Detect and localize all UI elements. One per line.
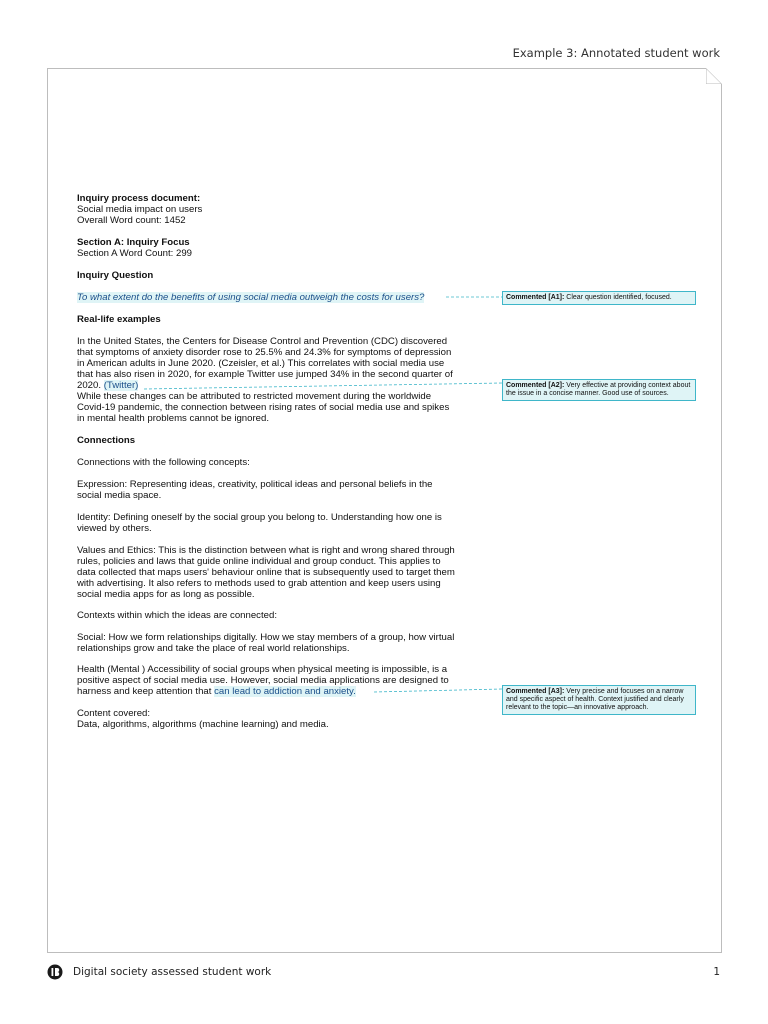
identity-paragraph: Identity: Defining oneself by the social group you belong to. Understanding how one is viewed by others. <box>77 512 442 534</box>
inquiry-doc-title: Inquiry process document: <box>77 193 201 204</box>
inquiry-question-heading: Inquiry Question <box>77 270 154 281</box>
comment-a1[interactable]: Commented [A1]: Clear question identified, focused. <box>502 291 696 305</box>
running-header: Example 3: Annotated student work <box>512 46 720 60</box>
inquiry-topic: Social media impact on users <box>77 204 203 215</box>
section-a-title: Section A: Inquiry Focus <box>77 237 190 248</box>
document-page <box>47 68 722 953</box>
real-life-paragraph: In the United States, the Centers for Disease Control and Prevention (CDC) discovered that symptoms of anxiety disorder rose to 25.5% and 24.3% for symptoms of depression in American adults in June 2020. (Czeisler, et al.) This correlates with social media use that has also risen in 2020, for example Twitter use jumped 34% in the second quarter of 2020. (Twitter) While these changes can be attributed to restricted movement during the worldwide Covid-19 pandemic, the connection between rising rates of social media use and spikes in mental health problems cannot be ignored. <box>77 336 453 424</box>
inquiry-question-text: To what extent do the benefits of using social media outweigh the costs for users? <box>77 292 425 303</box>
real-life-heading: Real-life examples <box>77 314 161 325</box>
addiction-highlight: can lead to addiction and anxiety. <box>214 686 356 697</box>
comment-a3[interactable]: Commented [A3]: Very precise and focuses on a narrow and specific aspect of health. Context justified and clearly relevant to the topic—an innovative approach. <box>502 685 696 715</box>
twitter-citation: (Twitter) <box>103 380 139 391</box>
health-paragraph: Health (Mental ) Accessibility of social groups when physical meeting is impossible, is a positive aspect of social media use. However, social media applications are designed to harness and keep attention that can lead to addiction and anxiety. <box>77 664 449 697</box>
comment-a2[interactable]: Commented [A2]: Very effective at providing context about the issue in a concise manner. Good use of sources. <box>502 379 696 401</box>
content-covered: Content covered: Data, algorithms, algorithms (machine learning) and media. <box>77 708 329 730</box>
social-paragraph: Social: How we form relationships digitally. How we stay members of a group, how virtual relationships grow and take the place of real world relationships. <box>77 632 455 654</box>
overall-word-count: Overall Word count: 1452 <box>77 215 186 226</box>
section-a-word-count: Section A Word Count: 299 <box>77 248 193 259</box>
page-number: 1 <box>713 966 720 978</box>
contexts-intro: Contexts within which the ideas are connected: <box>77 610 277 621</box>
values-ethics-paragraph: Values and Ethics: This is the distinction between what is right and wrong shared through rules, policies and laws that guide online individual and group conduct. This applies to data collected that maps users' behaviour online that is subsequently used to target them with advertising. It also refers to methods used to grab attention and keep users using social media apps for as long as possible. <box>77 545 455 600</box>
expression-paragraph: Expression: Representing ideas, creativity, political ideas and personal beliefs in the social media space. <box>77 479 433 501</box>
footer-title: Digital society assessed student work <box>73 966 272 978</box>
ib-logo-icon <box>47 964 63 985</box>
connections-intro: Connections with the following concepts: <box>77 457 250 468</box>
connections-heading: Connections <box>77 435 136 446</box>
